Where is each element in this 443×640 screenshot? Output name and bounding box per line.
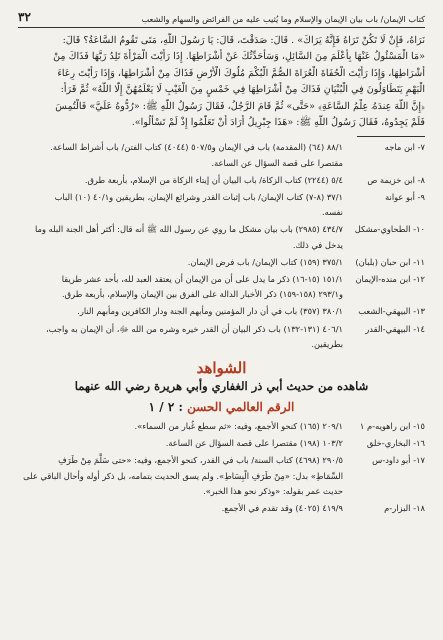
page-header [18, 10, 425, 28]
reference-line: ٣٧٥/١ (١٥٩) كتاب الإيمان/ باب فرض الإيمان. [187, 256, 343, 267]
reference-line: ١٠٣/٢ (١٩٨) مقتصرا على قصة السؤال عن الساعة. [165, 438, 343, 449]
hadith-line: نَرَاهُ، فَإِنْ لَا تَكُنْ تَرَاهُ فَإِنَّهُ يَرَاكَ» . قَالَ: صَدَقْتَ، قَالَ: يَا رَسُولَ اللَّهِ، مَتَى تَقُومُ السَّاعَةُ؟ قَالَ: [62, 35, 425, 46]
global-number-label: الرقم العالمي الحسن [187, 400, 295, 415]
source-label: ٨- ابن خزيمة ص [367, 174, 425, 185]
shahid-entry [18, 419, 425, 434]
reference-body [18, 272, 343, 302]
source-label: ١٢- ابن منده-الإيمان [355, 274, 425, 285]
reference-line: ٢٠٩/١ (١٦٥) كنحو الأجمع، وفيه: «ثم سطع غُبار من السماء». [134, 421, 343, 432]
shawahid-section [18, 358, 425, 395]
source-label: ١١- ابن حبان (بلبان) [355, 256, 425, 267]
separator-line [357, 136, 425, 137]
shahid-entry [18, 436, 425, 451]
source-label: ١٧- أبو داود-س [372, 455, 425, 466]
reference-line: ٨٨/١ (٦٤) (المقدمة) باب في الإيمان و٥٠٧/٥ (٤٠٤٤) كتاب الفتن/ باب أشراط الساعة. [50, 142, 343, 153]
reference-body [18, 436, 343, 451]
reference-line: حديث عمر بقوله: «وذكر نحو هذا الخبر». [203, 485, 343, 496]
source-label: ١٦- البخاري-خلق [366, 438, 425, 449]
reference-body [18, 453, 343, 499]
reference-body [18, 222, 343, 252]
section-heading: الشواهد [196, 359, 247, 378]
takhrij-entry [18, 140, 425, 170]
reference-line: مقتصرا على قصة السؤال عن الساعة. [211, 157, 343, 168]
takhrij-entry [18, 304, 425, 319]
reference-line: ٣٨٠/١ (٣٥٧) باب في أن دار المؤمنين ومأبهم الجنة ودار الكافرين ومأبهم النار. [77, 306, 343, 317]
hadith-line: الْبَهْمِ يَتَطَاوَلُونَ فِي الْبُنْيَانِ فَذَاكَ مِنْ أَشْرَاطِهَا فِي خَمْسٍ مِنَ الْغَيْبِ لَا يَعْلَمُهُنَّ إِلَّا اللَّهُ» ثُمَّ قَرَأَ: [60, 84, 425, 96]
reference-line: يدخل في ذلك. [292, 239, 343, 250]
reference-line: و٢٩٣/١ (١٥٨-١٥٩) ذكر الأخبار الدالة على الفرق بين الإيمان والإسلام، بأربعة طرق. [62, 289, 343, 300]
takhrij-list [18, 140, 425, 352]
source-label: ١٤- البيهقي-القدر [365, 323, 425, 334]
source-label: ٧- ابن ماجه [384, 142, 425, 153]
hadith-line: ﴿إِنَّ اللَّهَ عِندَهُۥ عِلْمُ السَّاعَةِ﴾ «حَتَّى» ثُمَّ قَامَ الرَّجُلُ، فَقَالَ رَسُولُ اللَّهِ ﷺ: «رُدُّوهُ عَلَيَّ» فَالْتُمِسَ [55, 100, 425, 112]
reference-line: ٢٩٠/٥ (٤٦٩٨) كتاب السنة/ باب في القدر، كنحو الأجمع، وفيه: «حتى سَلَّمَ مِنْ طَرَفِ [58, 455, 343, 466]
reference-body [18, 419, 343, 434]
takhrij-entry [18, 222, 425, 252]
reference-line: ٤٣٤/٧ (٢٩٨٥) باب بيان مشكل ما روي عن رسول الله ﷺ أنه قال: أكثر أهل الجنة البله وما [35, 224, 343, 235]
section-subheading: شاهده من حديث أبي ذر الغفاري وأبي هريرة رضي الله عنهما [74, 379, 369, 394]
hadith-line: «مَا الْمَسْئُولُ عَنْهَا بِأَعْلَمَ مِنَ السَّائِلِ، وَسَأُحَدِّثُكَ عَنْ أَشْرَاطِهَا. إِذَا رَأَيْتَ الْمَرْأَةَ تَلِدُ رَبَّهَا فَذَاكَ مِنْ [53, 51, 425, 63]
page-number: ٣٢ [18, 10, 31, 24]
reference-body [18, 190, 343, 220]
hadith-line: فَلَمْ يَجِدُوهُ، فَقَالَ رَسُولُ اللَّهِ ﷺ: «هَذَا جِبْرِيلُ أَرَادَ أَنْ تَعَلَّمُوا إِذْ لَمْ تَسْأَلُوا». [131, 117, 425, 129]
shahid-entry [18, 501, 425, 516]
header-title: كتاب الإيمان/ باب بيان الإيمان والإسلام وما يُثيب عليه من الفرائض والسهام والشعب [141, 14, 425, 24]
reference-line: ٥/٤ (٢٢٤٤) كتاب الزكاة/ باب البيان أن إيتاء الزكاة من الإسلام، بأربعة طرق. [84, 174, 343, 185]
reference-line: نفسه. [322, 207, 343, 218]
source-label: ١٣- البيهقي-الشعب [358, 306, 425, 317]
hadith-text [18, 33, 425, 131]
source-label: ١٥- ابن راهويه-م ١ [359, 421, 425, 432]
source-label: ١٨- البزار-م [384, 503, 425, 514]
reference-line: ٤٠٦/١ (١٣١-١٣٢) باب ذكر البيان أن القدر خيره وشره من الله ﷻ، أن الإيمان به واجب، [46, 323, 343, 334]
shawahid-list [18, 419, 425, 516]
reference-body [18, 140, 343, 170]
takhrij-entry [18, 190, 425, 220]
reference-body [18, 304, 343, 319]
takhrij-entry [18, 322, 425, 352]
global-number-value: : ٢ / ١ [148, 400, 183, 415]
reference-line: ١٥١/١ (١٥-١٦) ذكر ما يدل على أن من الإيمان أن يعتقد العبد لله، بأحد عشر طريقا [61, 274, 343, 285]
reference-body [18, 501, 343, 516]
reference-body [18, 322, 343, 352]
reference-line: السِّمَاطِ» بدل: «مِنْ طَرَفِ الْبِسَاطِ». ولم يسق الحديث بتمامه، بل ذكر أوله وأحال الباقي على [23, 470, 343, 481]
reference-body [18, 173, 343, 188]
reference-line: ٣٧/١ (٨-٧) كتاب الإيمان/ باب إثبات القدر وشرائع الإيمان، بطريقين و٤٠/١ (١٠) الباب [54, 192, 343, 203]
source-label: ١٠- الطحاوي-مشكل [354, 224, 425, 235]
shahid-entry [18, 453, 425, 499]
reference-line: بطريقين. [311, 338, 343, 349]
source-label: ٩- أبو عوانة [385, 192, 425, 203]
takhrij-entry [18, 255, 425, 270]
takhrij-entry [18, 272, 425, 302]
reference-body [18, 255, 343, 270]
reference-line: ٤١٩/٩ (٤٠٢٥) وقد تقدم في الأجمع. [221, 503, 343, 514]
takhrij-entry [18, 173, 425, 188]
global-number [18, 397, 425, 417]
hadith-line: أَشْرَاطِهَا، وَإِذَا رَأَيْتَ الْحُفَاةَ الْعُرَاةَ الصُّمَّ الْبُكْمَ مُلُوكَ الْأَرْضِ فَذَاكَ مِنْ أَشْرَاطِهَا، وَإِذَا رَأَيْتَ رِعَاءَ [57, 67, 425, 79]
